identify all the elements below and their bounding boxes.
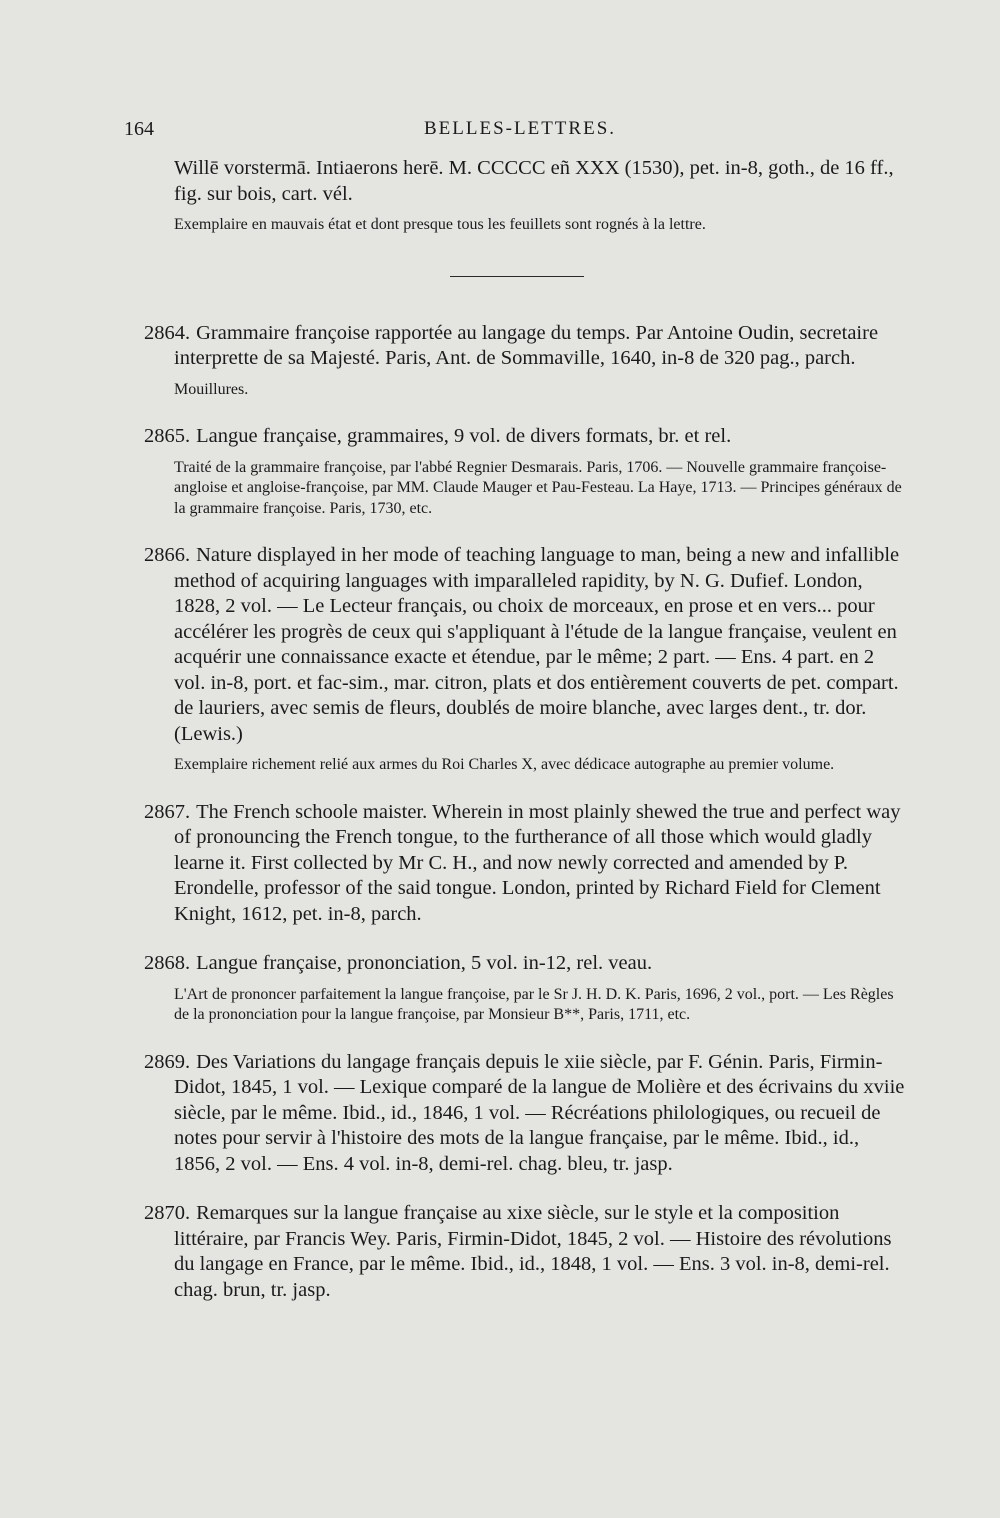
entry-list — [130, 321, 910, 1304]
entry-note: Exemplaire richement relié aux armes du Roi Charles X, avec dédicace autographe au premier volume. — [174, 756, 835, 773]
catalogue-entry — [130, 321, 910, 401]
entry-note: L'Art de prononcer parfaitement la langue françoise, par le Sr J. H. D. K. Paris, 1696, 2 vol., port. — Les Règles de la prononciation pour la langue françoise, par Monsieur B**, Paris, 1711, etc. — [174, 985, 894, 1023]
entry-body — [130, 543, 910, 747]
continued-entry-note: Exemplaire en mauvais état et dont presque tous les feuillets sont rognés à la lettre. — [174, 216, 706, 233]
continued-entry-text: Willē vorstermā. Intiaerons herē. M. CCCCC eñ XXX (1530), pet. in-8, goth., de 16 ff., fig. sur bois, cart. vél. — [174, 157, 894, 205]
catalogue-entry — [130, 424, 910, 519]
entry-number: 2865. — [144, 425, 191, 447]
entry-text: Grammaire françoise rapportée au langage du temps. Par Antoine Oudin, secretaire interprette de sa Majesté. Paris, Ant. de Sommaville, 1640, in-8 de 320 pag., parch. — [174, 321, 879, 369]
catalogue-entry — [130, 800, 910, 928]
running-title: BELLES-LETTRES. — [424, 118, 617, 139]
entry-text: Remarques sur la langue française au xixe siècle, sur le style et la composition littéraire, par Francis Wey. Paris, Firmin-Didot, 1845, 2 vol. — Histoire des révolutions du langage en France, par le même. Ibid., id., 1848, 1 vol. — Ens. 3 vol. in-8, demi-rel. chag. brun, tr. jasp. — [174, 1202, 892, 1301]
continued-entry — [130, 156, 910, 236]
entry-text: Nature displayed in her mode of teaching language to man, being a new and infallible method of acquiring languages with imparalleled rapidity, by N. G. Dufief. London, 1828, 2 vol. — Le Lecteur français, ou choix de morceaux, en prose et en vers... pour accélérer les progrès de ceux qui s'appliquant à l'étude de la langue française, veulent en acquérir une connaissance exacte et étendue, par le même; 2 part. — Ens. 4 part. en 2 vol. in-8, port. et fac-sim., mar. citron, plats et dos entièrement couverts de pet. compart. de lauriers, avec semis de fleurs, doublés de moire blanche, avec larges dent., tr. dor. (Lewis.) — [174, 544, 900, 745]
page-header — [124, 118, 824, 148]
entry-number: 2869. — [144, 1050, 191, 1073]
entry-body — [130, 1050, 910, 1178]
entry-number: 2867. — [144, 800, 191, 823]
section-divider — [450, 276, 584, 277]
catalogue-entry — [130, 1201, 910, 1303]
entry-note: Mouillures. — [174, 380, 249, 398]
entry-number: 2870. — [144, 1202, 191, 1224]
entry-body — [130, 951, 910, 977]
entry-text: The French schoole maister. Wherein in most plainly shewed the true and perfect way of pronouncing the French tongue, to the furtherance of all those which would gladly learne it. First collected by Mr C. H., and now newly corrected and amended by P. Erondelle, professor of the said tongue. London, printed by Richard Field for Clement Knight, 1612, pet. in-8, parch. — [174, 800, 901, 925]
catalogue-content — [130, 156, 910, 1303]
entry-number: 2866. — [144, 544, 191, 566]
entry-number: 2864. — [144, 321, 191, 344]
entry-text: Langue française, prononciation, 5 vol. in-12, rel. veau. — [196, 952, 653, 974]
entry-body — [130, 321, 910, 372]
catalogue-entry — [130, 543, 910, 776]
entry-body — [130, 1201, 910, 1303]
entry-body — [130, 800, 910, 928]
catalogue-entry — [130, 1050, 910, 1178]
entry-note: Traité de la grammaire françoise, par l'abbé Regnier Desmarais. Paris, 1706. — Nouvelle grammaire françoise-angloise et angloise-françoise, par MM. Claude Mauger et Pau-Festeau. La Haye, 1713. — Principes généraux de la grammaire françoise. Paris, 1730, etc. — [174, 458, 902, 517]
page-number: 164 — [124, 118, 154, 140]
entry-text: Des Variations du langage français depuis le xiie siècle, par F. Génin. Paris, Firmin-Didot, 1845, 1 vol. — Lexique comparé de la langue de Molière et des écrivains du xviie siècle, par le même. Ibid., id., 1846, 1 vol. — Récréations philologiques, ou recueil de notes pour servir à l'histoire des mots de la langue française, par le même. Ibid., id., 1856, 2 vol. — Ens. 4 vol. in-8, demi-rel. chag. bleu, tr. jasp. — [174, 1050, 905, 1175]
entry-text: Langue française, grammaires, 9 vol. de divers formats, br. et rel. — [196, 425, 732, 447]
entry-number: 2868. — [144, 952, 191, 974]
catalogue-entry — [130, 951, 910, 1026]
entry-body — [130, 424, 910, 450]
